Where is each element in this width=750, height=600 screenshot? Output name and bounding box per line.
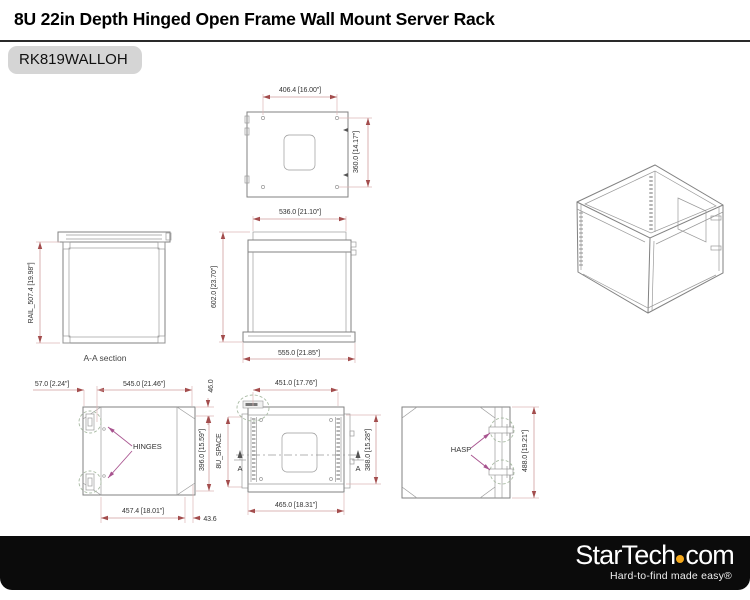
section-marker-a-right: A bbox=[355, 464, 361, 473]
view-side-hinges bbox=[33, 379, 247, 523]
dim-front-lower-top: 451.0 [17.76"] bbox=[275, 380, 317, 387]
technical-drawing bbox=[0, 80, 750, 536]
dim-side-left-offset: 57.0 [2.24"] bbox=[34, 381, 70, 388]
brand-suffix: com bbox=[685, 540, 734, 570]
brand-bar bbox=[0, 536, 750, 590]
view-front-lower bbox=[234, 380, 381, 515]
dim-side-left-flange: 46.0 bbox=[208, 379, 215, 393]
brand-tagline: Hard-to-find made easy® bbox=[609, 570, 732, 582]
dim-front-lower-bottom: 465.0 [18.31"] bbox=[275, 502, 317, 509]
dim-8u-space: 8U_SPACE bbox=[216, 433, 223, 469]
hasp-callout-label: HASP bbox=[450, 445, 472, 454]
brand-prefix: StarTech bbox=[575, 540, 676, 570]
dim-side-left-height: 396.0 [15.59"] bbox=[199, 429, 206, 471]
dim-front-upper-top: 536.0 [21.10"] bbox=[279, 209, 321, 216]
view-top-plan bbox=[245, 87, 372, 197]
view-section-aa bbox=[28, 232, 171, 363]
title-divider bbox=[0, 40, 750, 42]
dim-side-right-height: 488.0 [19.21"] bbox=[522, 430, 529, 472]
brand-dot-icon bbox=[676, 555, 684, 563]
section-marker-a-left: A bbox=[237, 464, 243, 473]
view-side-hasp bbox=[402, 407, 539, 498]
dim-top-depth: 360.0 [14.17"] bbox=[353, 131, 360, 173]
view-isometric bbox=[577, 165, 723, 313]
dim-top-width: 406.4 [16.00"] bbox=[279, 87, 321, 94]
page-title: 8U 22in Depth Hinged Open Frame Wall Mount Server Rack bbox=[14, 9, 495, 29]
hinges-callout-label: HINGES bbox=[133, 442, 162, 451]
dim-front-lower-height: 388.0 [15.28"] bbox=[365, 429, 372, 471]
dim-side-left-bottom: 457.4 [18.01"] bbox=[122, 508, 164, 515]
dim-rail: RAIL_507.4 [19.98"] bbox=[28, 262, 35, 324]
dim-front-upper-height: 602.0 [23.70"] bbox=[211, 266, 218, 308]
view-front-upper bbox=[211, 209, 356, 363]
section-caption: A-A section bbox=[83, 353, 127, 363]
dim-side-left-bottom-offset: 43.6 bbox=[203, 516, 217, 523]
brand-logo bbox=[575, 541, 734, 569]
dim-side-left-top: 545.0 [21.46"] bbox=[123, 381, 165, 388]
sku-badge: RK819WALLOH bbox=[8, 46, 142, 74]
dim-front-upper-bottom: 555.0 [21.85"] bbox=[278, 350, 320, 357]
